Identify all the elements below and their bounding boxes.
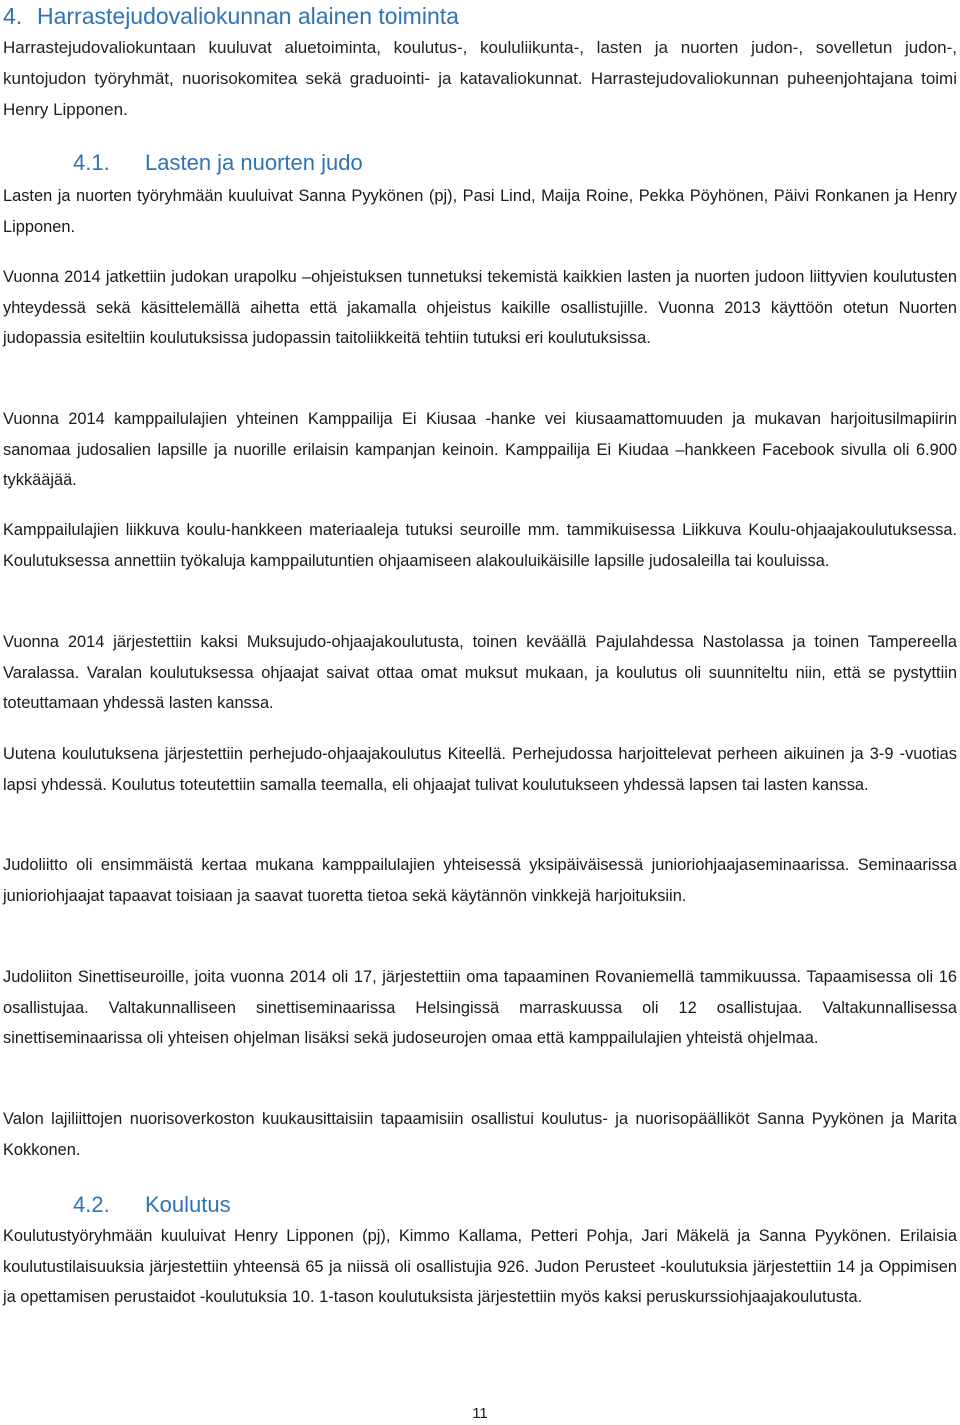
paragraph: Uutena koulutuksena järjestettiin perhejudo-ohjaajakoulutus Kiteellä. Perhejudossa harjoittelevat perheen aikuinen ja 3-9 -vuotias lapsi yhdessä. Koulutus toteutettiin samalla teemalla, eli ohjaajat tulivat koulutukseen yhdessä lapsen tai lasten kanssa. [3, 745, 957, 794]
main-heading [3, 2, 459, 30]
page-number: 11 [472, 1405, 488, 1422]
section-4-1-title: Lasten ja nuorten judo [145, 150, 363, 175]
paragraph: Kamppailulajien liikkuva koulu-hankkeen materiaaleja tutuksi seuroille mm. tammikuisessa Liikkuva Koulu-ohjaajakoulutuksessa. Koulutuksessa annettiin työkaluja kamppailutuntien ohjaamiseen alakouluikäisille lapsille judosaleilla tai kouluissa. [3, 521, 957, 570]
section-4-2-title: Koulutus [145, 1192, 231, 1217]
paragraph: Vuonna 2014 jatkettiin judokan urapolku –ohjeistuksen tunnetuksi tekemistä kaikkien lasten ja nuorten judoon liittyvien koulutusten yhteydessä sekä käsittelemällä aihetta että jakamalla ohjeistus kaikille osallistujille. Vuonna 2013 käyttöön otetun Nuorten judopassia esiteltiin koulutuksissa judopassin taitoliikkeitä tehtiin tutuksi eri koulutuksissa. [3, 268, 957, 348]
section-4-1-number: 4.1. [73, 150, 110, 175]
section-4-2-heading [73, 1191, 231, 1219]
paragraph: Judoliiton Sinettiseuroille, joita vuonna 2014 oli 17, järjestettiin oma tapaaminen Rovaniemellä tammikuussa. Tapaamisessa oli 16 osallistujaa. Valtakunnalliseen sinettiseminaarissa Helsingissä marraskuussa oli 12 osallistujaa. Valtakunnallisessa sinettiseminaarissa oli yhteisen ohjelman lisäksi sekä judoseurojen omaa että kamppailulajien yhteistä ohjelmaa. [3, 968, 957, 1048]
intro-paragraph: Harrastejudovaliokuntaan kuuluvat aluetoiminta, koulutus-, koululiikunta-, lasten ja nuorten judon-, sovelletun judon-, kuntojudon työryhmät, nuorisokomitea sekä graduointi- ja katavaliokunnat. Harrastejudovaliokunnan puheenjohtajana toimi Henry Lipponen. [3, 38, 957, 119]
paragraph: Judoliitto oli ensimmäistä kertaa mukana kamppailulajien yhteisessä yksipäiväisessä junioriohjaajaseminaarissa. Seminaarissa junioriohjaajat tapaavat toisiaan ja saavat tuoretta tietoa sekä käytännön vinkkejä harjoituksiin. [3, 856, 957, 905]
paragraph: Lasten ja nuorten työryhmään kuuluivat Sanna Pyykönen (pj), Pasi Lind, Maija Roine, Pekka Pöyhönen, Päivi Ronkanen ja Henry Lipponen. [3, 187, 957, 236]
paragraph: Vuonna 2014 kamppailulajien yhteinen Kamppailija Ei Kiusaa -hanke vei kiusaamattomuuden ja mukavan harjoitusilmapiirin sanomaa judosalien lapsille ja nuorille erilaisin kampanjan keinoin. Kamppailija Ei Kiudaa –hankkeen Facebook sivulla oli 6.900 tykkääjää. [3, 410, 957, 490]
section-4-2-number: 4.2. [73, 1192, 110, 1217]
section-4-1-heading [73, 149, 363, 177]
paragraph: Vuonna 2014 järjestettiin kaksi Muksujudo-ohjaajakoulutusta, toinen keväällä Pajulahdessa Nastolassa ja toinen Tampereella Varalassa. Varalan koulutuksessa ohjaajat saivat ottaa omat muksut mukaan, ja koulutus oli suunniteltu niin, että se pystyttiin toteuttamaan yhdessä lasten kanssa. [3, 633, 957, 713]
paragraph: Koulutustyöryhmään kuuluivat Henry Lipponen (pj), Kimmo Kallama, Petteri Pohja, Jari Mäkelä ja Sanna Pyykönen. Erilaisia koulutustilaisuuksia järjestettiin yhteensä 65 ja niissä oli osallistujia 926. Judon Perusteet -koulutuksia järjestettiin 14 ja Oppimisen ja opettamisen perustaidot -koulutuksia 10. 1-tason koulutuksista järjestettiin myös kaksi peruskurssiohjaajakoulutusta. [3, 1227, 957, 1307]
main-heading-number: 4. [3, 3, 23, 29]
paragraph: Valon lajiliittojen nuorisoverkoston kuukausittaisiin tapaamisiin osallistui koulutus- ja nuorisopäälliköt Sanna Pyykönen ja Marita Kokkonen. [3, 1110, 957, 1159]
main-heading-title: Harrastejudovaliokunnan alainen toiminta [37, 3, 459, 29]
